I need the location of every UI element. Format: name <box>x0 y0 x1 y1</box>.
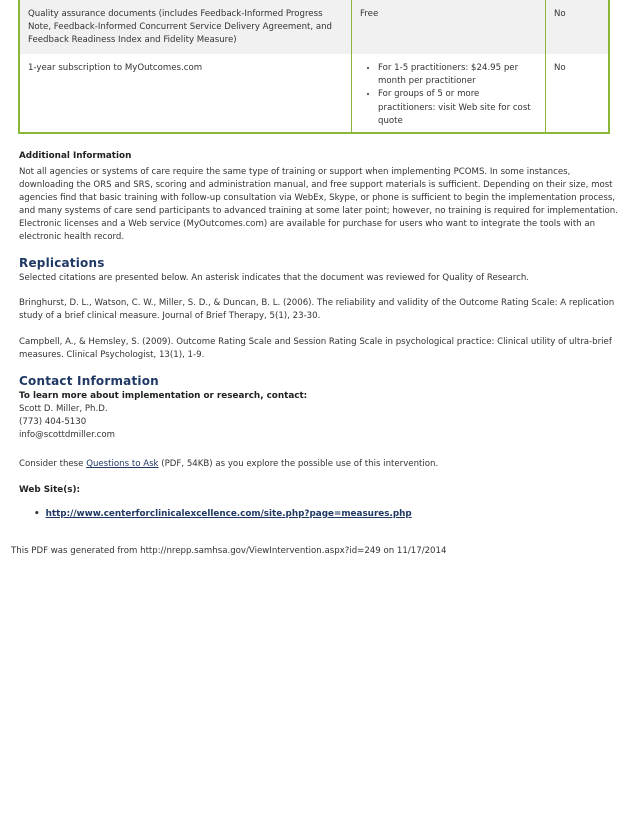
table-cell-item: Quality assurance documents (includes Feedback-Informed Progress Note, Feedback-Informed Concurrent Service Delivery Agreement, and Feedback Readiness Index and Fidelity Measure) <box>20 0 352 54</box>
table-cell-item: 1-year subscription to MyOutcomes.com <box>20 54 352 132</box>
table-cell-required: No <box>554 63 566 73</box>
table-cell-required: No <box>554 9 566 19</box>
website-link[interactable]: http://www.centerforclinicalexcellence.com/site.php?page=measures.php <box>45 509 412 519</box>
contact-heading: Contact Information <box>19 374 159 388</box>
list-item: • For groups of 5 or more practitioners: visit Web site for cost quote <box>378 88 537 128</box>
citation: Campbell, A., & Hemsley, S. (2009). Outcome Rating Scale and Session Rating Scale in psychological practice: Clinical utility of ultra-brief measures. Clinical Psychologist, 13(1), 1-9. <box>19 337 612 361</box>
table-cell-cost <box>352 54 546 132</box>
bullet-icon: • <box>34 509 40 519</box>
table-cell-cost: Free <box>352 0 546 54</box>
consider-suffix: (PDF, 54KB) as you explore the possible use of this intervention. <box>158 459 439 469</box>
contact-subheading: To learn more about implementation or research, contact: <box>19 391 308 401</box>
cost-table <box>18 0 610 134</box>
citation: Bringhurst, D. L., Watson, C. W., Miller, S. D., & Duncan, B. L. (2006). The reliability and validity of the Outcome Rating Scale: A replication study of a brief clinical measure. Journal of Brief Therapy, 5(1), 23-30. <box>19 298 615 322</box>
websites-label: Web Site(s): <box>19 485 81 495</box>
consider-prefix: Consider these <box>19 459 87 469</box>
website-list-item <box>34 509 412 519</box>
additional-info-text: Not all agencies or systems of care require the same type of training or support when implementing PCOMS. In some instances, downloading the ORS and SRS, scoring and administration manual, and free support materials is sufficient. Depending on their size, most agencies find that basic training with follow-up consultation via WebEx, Skype, or phone is sufficient to begin the implementation process, and many systems of care send participants to advanced training at some later point; however, no training is required for implementation. Electronic licenses and a Web service (MyOutcomes.com) are available for purchase for users who want to integrate the tools with an electronic health record. <box>19 167 618 243</box>
replications-heading: Replications <box>19 256 105 270</box>
pdf-footer: This PDF was generated from http://nrepp.samhsa.gov/ViewIntervention.aspx?id=249 on 11/17/2014 <box>11 546 447 556</box>
questions-to-ask-link[interactable]: Questions to Ask <box>86 459 159 469</box>
list-item: • For 1-5 practitioners: $24.95 per month per practitioner <box>378 62 537 88</box>
contact-name: Scott D. Miller, Ph.D. <box>19 404 108 414</box>
consider-text <box>19 459 438 469</box>
cost-bullet-list <box>360 62 537 128</box>
additional-info-heading: Additional Information <box>19 151 132 161</box>
contact-email: info@scottdmiller.com <box>19 430 116 440</box>
contact-phone: (773) 404-5130 <box>19 417 87 427</box>
replications-intro: Selected citations are presented below. An asterisk indicates that the document was reviewed for Quality of Research. <box>19 273 530 283</box>
table-row <box>20 54 608 132</box>
table-row <box>20 0 608 54</box>
